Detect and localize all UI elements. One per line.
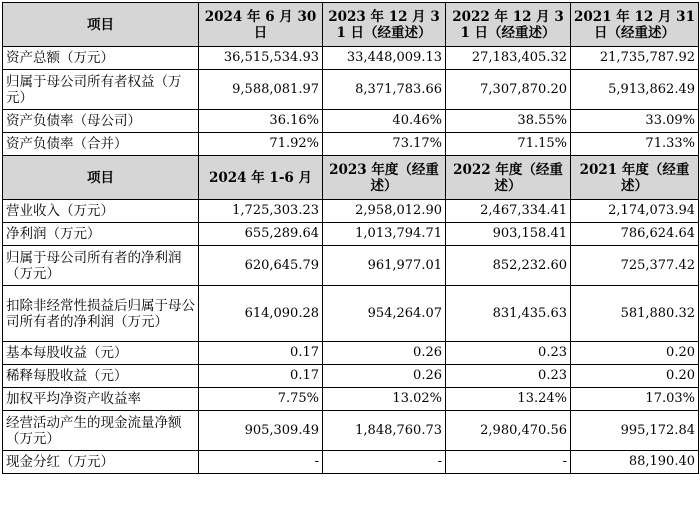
cell-value: 9,588,081.97: [199, 70, 323, 110]
cell-value: 2,980,470.56: [446, 411, 571, 451]
cell-value: 40.46%: [323, 110, 446, 133]
cell-value: 786,624.64: [571, 223, 699, 246]
cell-value: 38.55%: [446, 110, 571, 133]
table-row: [3, 110, 699, 133]
cell-value: 13.02%: [323, 388, 446, 411]
cell-value: 2,174,073.94: [571, 200, 699, 223]
cell-value: 13.24%: [446, 388, 571, 411]
cell-value: 33,448,009.13: [323, 47, 446, 70]
cell-value: 33.09%: [571, 110, 699, 133]
cell-value: 0.26: [323, 365, 446, 388]
cell-value: 8,371,783.66: [323, 70, 446, 110]
row-label: 资产负债率（合并）: [3, 133, 199, 156]
row-label: 基本每股收益（元）: [3, 342, 199, 365]
cell-value: -: [446, 451, 571, 474]
row-label: 经营活动产生的现金流量净额（万元）: [3, 411, 199, 451]
cell-value: 0.17: [199, 342, 323, 365]
section2-header-row: [3, 156, 699, 200]
table-row: [3, 388, 699, 411]
cell-value: 995,172.84: [571, 411, 699, 451]
table-row: [3, 342, 699, 365]
cell-value: 71.92%: [199, 133, 323, 156]
cell-value: 21,735,787.92: [571, 47, 699, 70]
cell-value: 27,183,405.32: [446, 47, 571, 70]
header-2023-fy: 2023 年度（经重述）: [323, 156, 446, 200]
cell-value: 0.23: [446, 342, 571, 365]
cell-value: 1,013,794.71: [323, 223, 446, 246]
table-row: [3, 286, 699, 342]
table-row: [3, 47, 699, 70]
row-label: 归属于母公司所有者的净利润（万元）: [3, 246, 199, 286]
cell-value: 0.17: [199, 365, 323, 388]
header-2024-06-30: 2024 年 6 月 30 日: [199, 3, 323, 47]
header-2021-fy: 2021 年度（经重述）: [571, 156, 699, 200]
row-label: 现金分红（万元）: [3, 451, 199, 474]
cell-value: 0.20: [571, 365, 699, 388]
cell-value: 620,645.79: [199, 246, 323, 286]
cell-value: 954,264.07: [323, 286, 446, 342]
cell-value: 831,435.63: [446, 286, 571, 342]
cell-value: 71.15%: [446, 133, 571, 156]
row-label: 加权平均净资产收益率: [3, 388, 199, 411]
cell-value: 852,232.60: [446, 246, 571, 286]
cell-value: 905,309.49: [199, 411, 323, 451]
cell-value: 7.75%: [199, 388, 323, 411]
table-row: [3, 451, 699, 474]
cell-value: 0.20: [571, 342, 699, 365]
cell-value: 88,190.40: [571, 451, 699, 474]
header-2023-12-31: 2023 年 12 月 31 日（经重述）: [323, 3, 446, 47]
cell-value: 0.26: [323, 342, 446, 365]
cell-value: 1,725,303.23: [199, 200, 323, 223]
table-row: [3, 70, 699, 110]
table-row: [3, 223, 699, 246]
cell-value: 5,913,862.49: [571, 70, 699, 110]
header-2021-12-31: 2021 年 12 月 31 日（经重述）: [571, 3, 699, 47]
table-row: [3, 133, 699, 156]
cell-value: 961,977.01: [323, 246, 446, 286]
header-item: 项目: [3, 156, 199, 200]
cell-value: 1,848,760.73: [323, 411, 446, 451]
cell-value: 581,880.32: [571, 286, 699, 342]
table-row: [3, 200, 699, 223]
cell-value: 2,958,012.90: [323, 200, 446, 223]
cell-value: 655,289.64: [199, 223, 323, 246]
financial-table-container: [2, 2, 699, 474]
cell-value: 2,467,334.41: [446, 200, 571, 223]
cell-value: 71.33%: [571, 133, 699, 156]
row-label: 营业收入（万元）: [3, 200, 199, 223]
cell-value: -: [323, 451, 446, 474]
section1-header-row: [3, 3, 699, 47]
financial-summary-table: [2, 2, 699, 474]
cell-value: 903,158.41: [446, 223, 571, 246]
table-row: [3, 246, 699, 286]
cell-value: 614,090.28: [199, 286, 323, 342]
row-label: 净利润（万元）: [3, 223, 199, 246]
row-label: 资产总额（万元）: [3, 47, 199, 70]
table-row: [3, 411, 699, 451]
row-label: 归属于母公司所有者权益（万元）: [3, 70, 199, 110]
header-2022-12-31: 2022 年 12 月 31 日（经重述）: [446, 3, 571, 47]
cell-value: 73.17%: [323, 133, 446, 156]
cell-value: -: [199, 451, 323, 474]
header-2022-fy: 2022 年度（经重述）: [446, 156, 571, 200]
cell-value: 36,515,534.93: [199, 47, 323, 70]
cell-value: 36.16%: [199, 110, 323, 133]
row-label: 稀释每股收益（元）: [3, 365, 199, 388]
cell-value: 725,377.42: [571, 246, 699, 286]
cell-value: 7,307,870.20: [446, 70, 571, 110]
header-2024-h1: 2024 年 1-6 月: [199, 156, 323, 200]
table-row: [3, 365, 699, 388]
cell-value: 0.23: [446, 365, 571, 388]
row-label: 资产负债率（母公司）: [3, 110, 199, 133]
row-label: 扣除非经常性损益后归属于母公司所有者的净利润（万元）: [3, 286, 199, 342]
header-item: 项目: [3, 3, 199, 47]
cell-value: 17.03%: [571, 388, 699, 411]
